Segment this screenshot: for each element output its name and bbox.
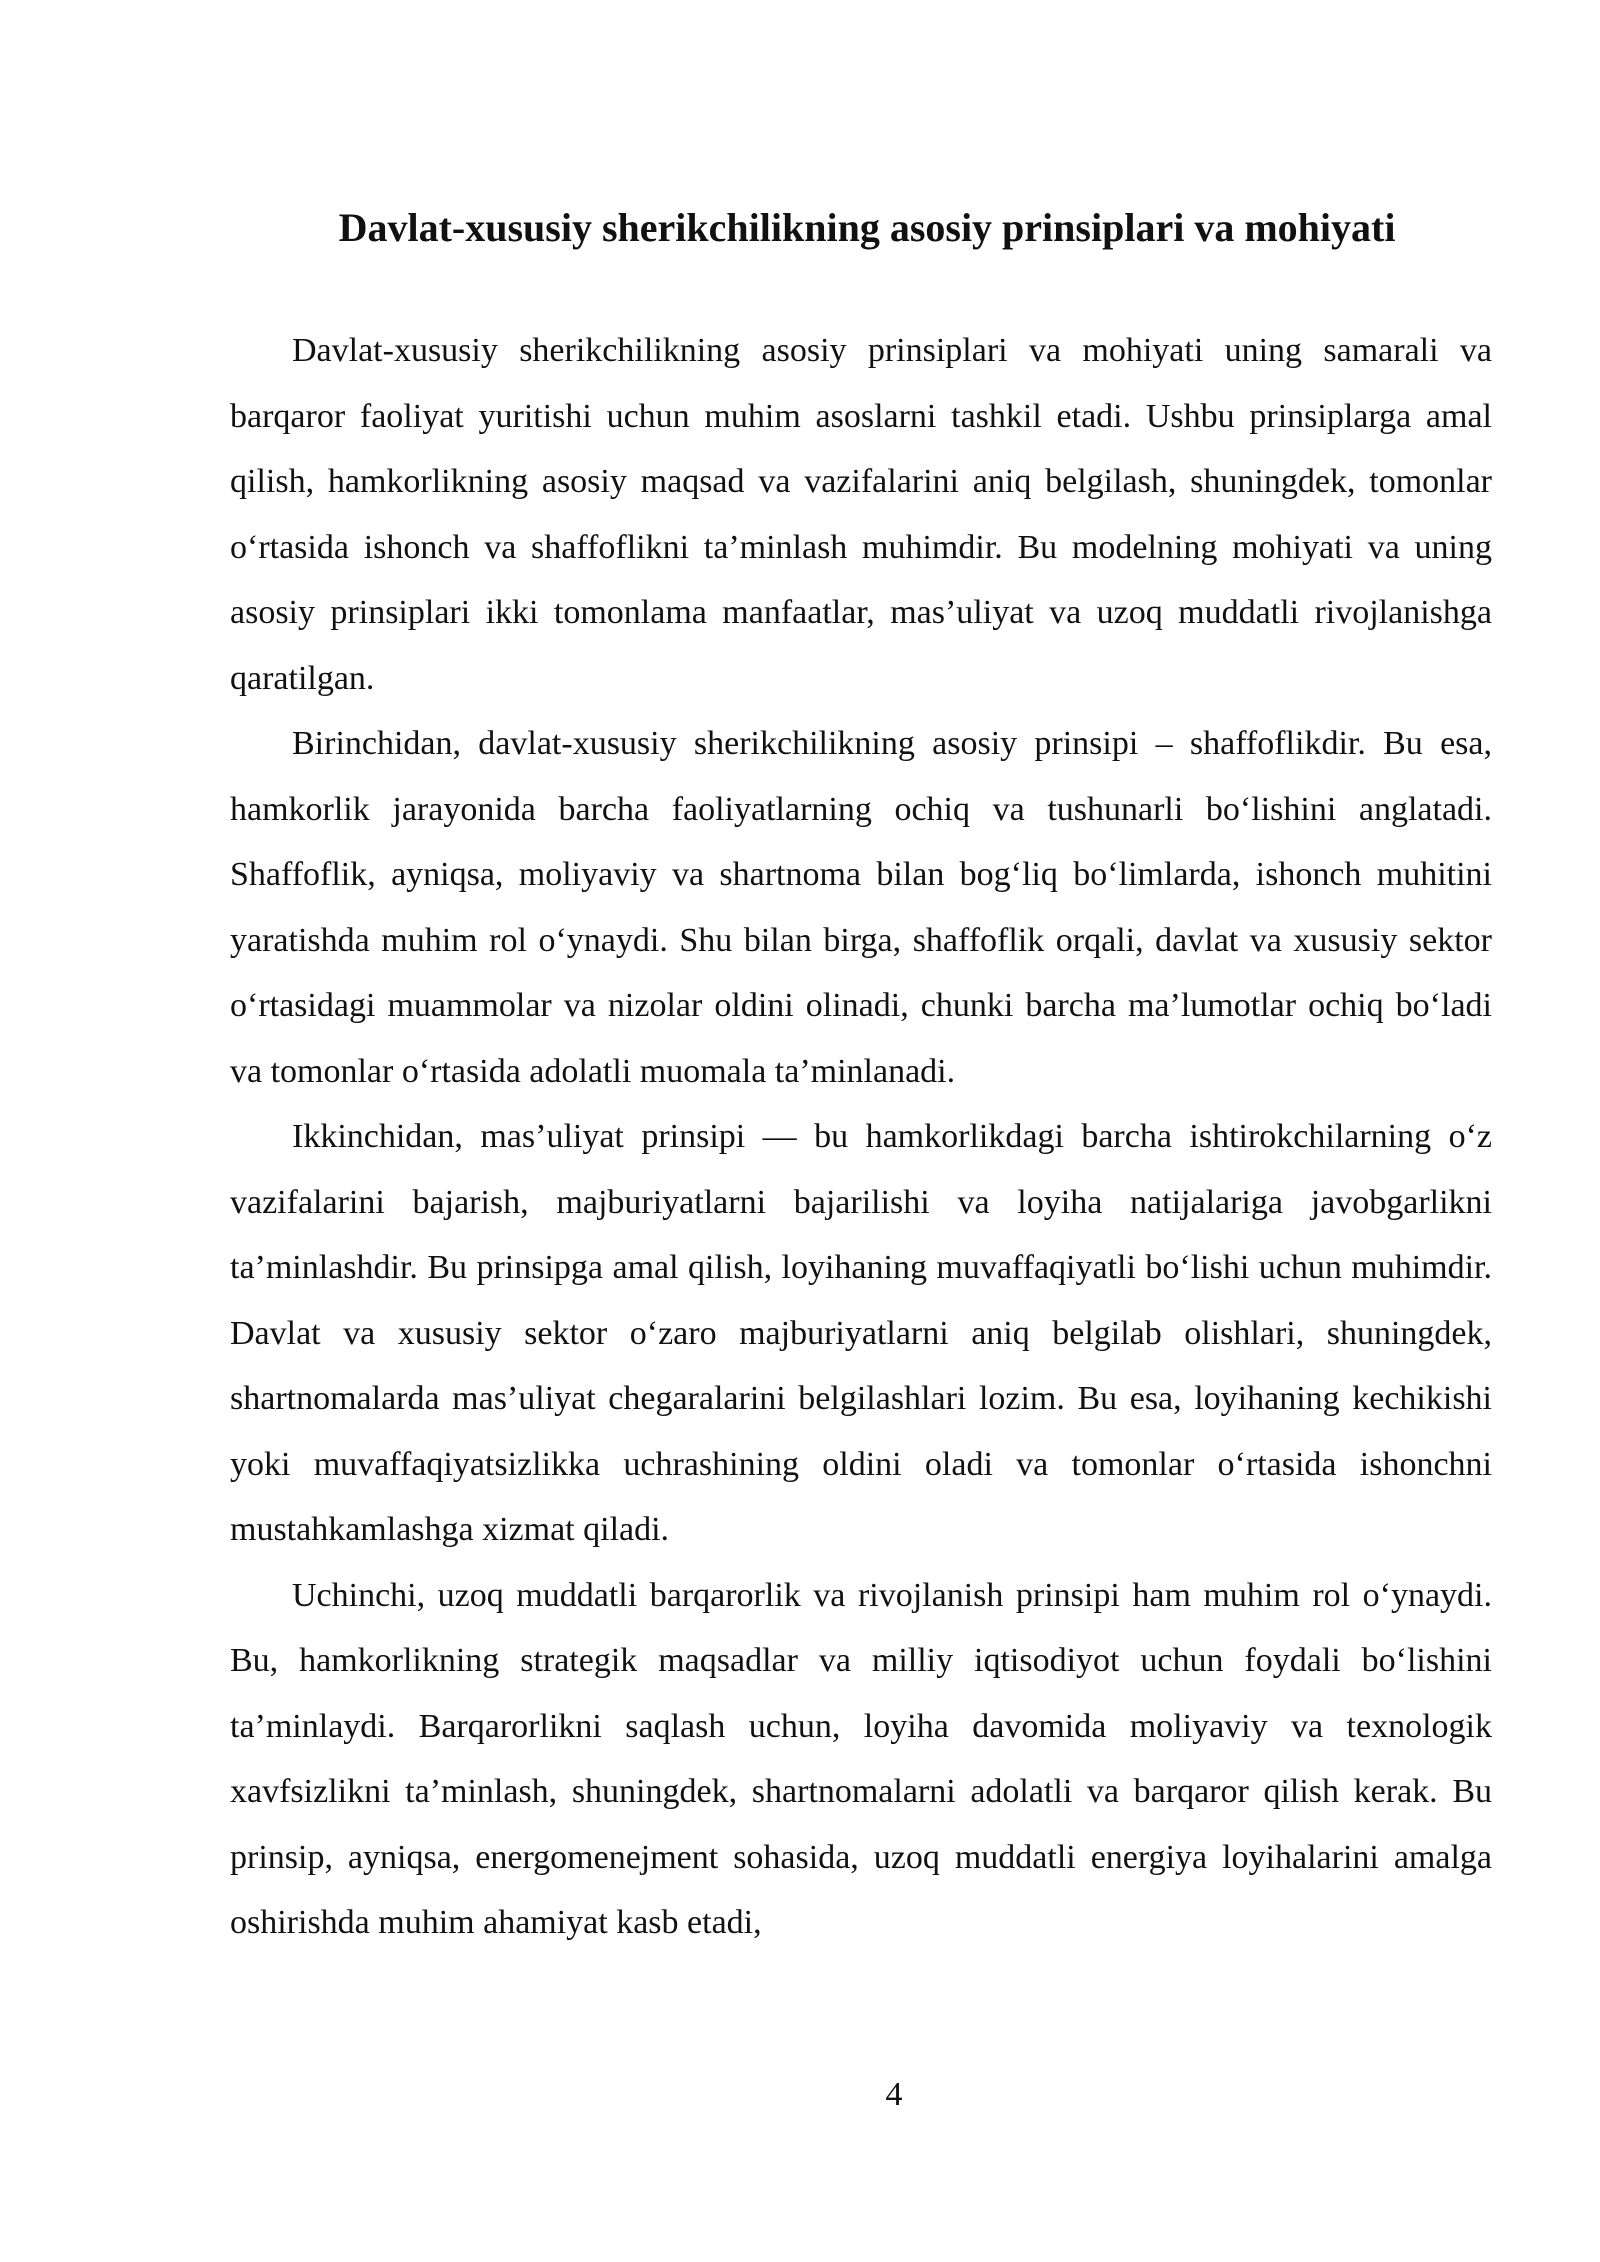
document-body [230,318,1492,1956]
paragraph-3: Ikkinchidan, mas’uliyat prinsipi — bu hamkorlikdagi barcha ishtirokchilarning o‘z vazifalarini bajarish, majburiyatlarni bajarilishi va loyiha natijalariga javobgarlikni ta’minlashdir. Bu prinsipga amal qilish, loyihaning muvaffaqiyatli bo‘lishi uchun muhimdir. Davlat va xususiy sektor o‘zaro majburiyatlarni aniq belgilab olishlari, shuningdek, shartnomalarda mas’uliyat chegaralarini belgilashlari lozim. Bu esa, loyihaning kechikishi yoki muvaffaqiyatsizlikka uchrashining oldini oladi va tomonlar o‘rtasida ishonchni mustahkamlashga xizmat qiladi. [230,1118,1492,1548]
paragraph-4: Uchinchi, uzoq muddatli barqarorlik va rivojlanish prinsipi ham muhim rol o‘ynaydi. Bu, hamkorlikning strategik maqsadlar va milliy iqtisodiyot uchun foydali bo‘lishini ta’minlaydi. Barqarorlikni saqlash uchun, loyiha davomida moliyaviy va texnologik xavfsizlikni ta’minlash, shuningdek, shartnomalarni adolatli va barqaror qilish kerak. Bu prinsip, ayniqsa, energomenejment sohasida, uzoq muddatli energiya loyihalarini amalga oshirishda muhim ahamiyat kasb etadi, [230,1576,1492,1941]
paragraph-1: Davlat-xususiy sherikchilikning asosiy prinsiplari va mohiyati uning samarali va barqaror faoliyat yuritishi uchun muhim asoslarni tashkil etadi. Ushbu prinsiplarga amal qilish, hamkorlikning asosiy maqsad va vazifalarini aniq belgilash, shuningdek, tomonlar o‘rtasida ishonch va shaffoflikni ta’minlash muhimdir. Bu modelning mohiyati va uning asosiy prinsiplari ikki tomonlama manfaatlar, mas’uliyat va uzoq muddatli rivojlanishga qaratilgan. [230,332,1492,697]
page-number: 4 [885,2076,903,2113]
document-title: Davlat-xususiy sherikchilikning asosiy prinsiplari va mohiyati [338,205,1396,250]
paragraph-2: Birinchidan, davlat-xususiy sherikchilikning asosiy prinsipi – shaffoflikdir. Bu esa, hamkorlik jarayonida barcha faoliyatlarning ochiq va tushunarli bo‘lishini anglatadi. Shaffoflik, ayniqsa, moliyaviy va shartnoma bilan bog‘liq bo‘limlarda, ishonch muhitini yaratishda muhim rol o‘ynaydi. Shu bilan birga, shaffoflik orqali, davlat va xususiy sektor o‘rtasidagi muammolar va nizolar oldini olinadi, chunki barcha ma’lumotlar ochiq bo‘ladi va tomonlar o‘rtasida adolatli muomala ta’minlanadi. [230,725,1492,1090]
